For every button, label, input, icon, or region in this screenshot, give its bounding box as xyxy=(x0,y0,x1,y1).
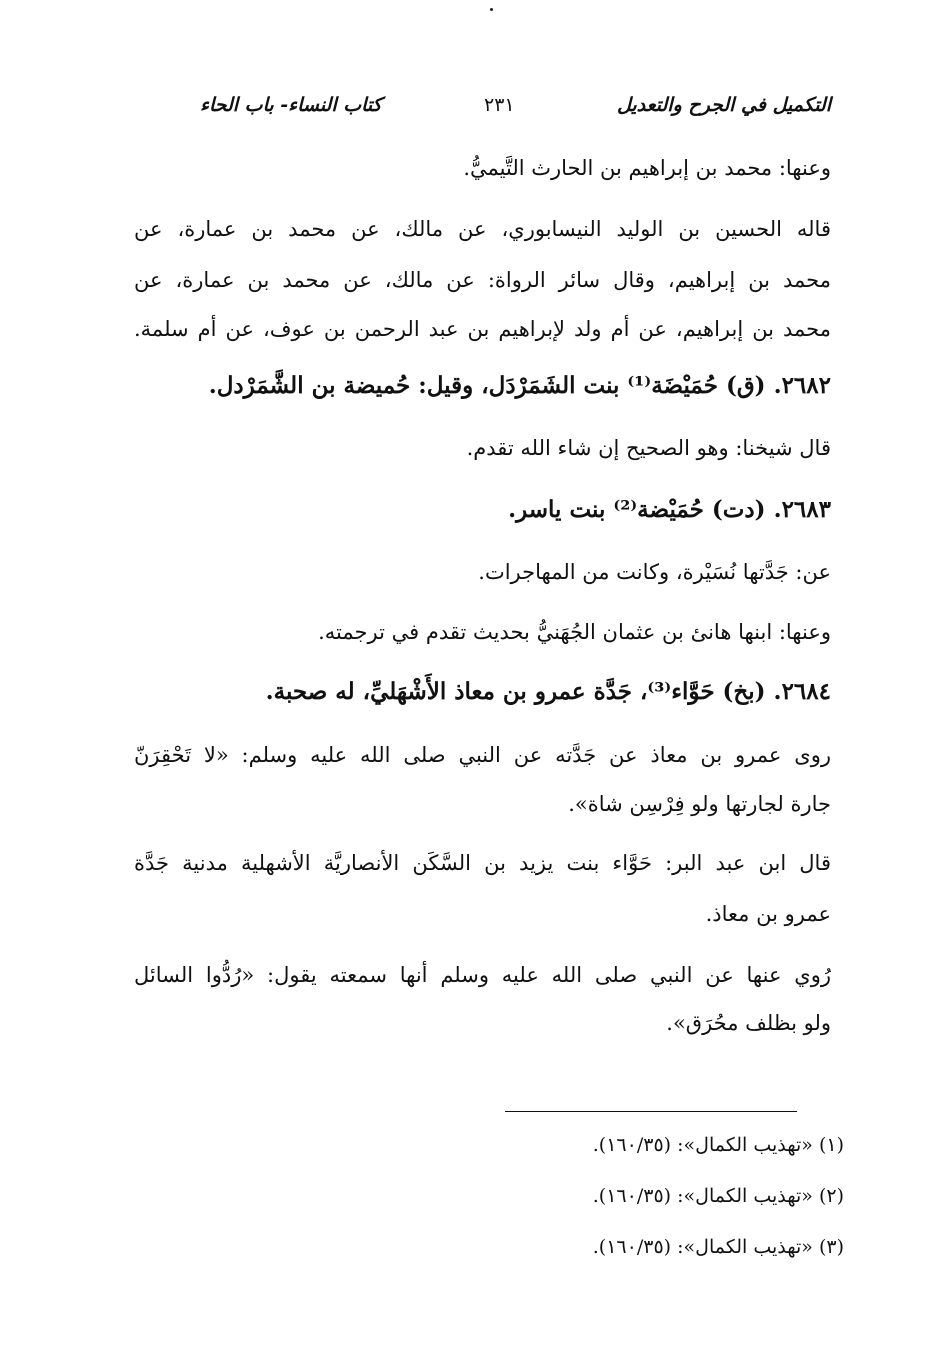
page-speck xyxy=(490,8,493,11)
text-line: عمرو بن معاذ. xyxy=(705,902,831,926)
entry-heading: ٢٦٨٤. (بخ) حَوَّاء⁽³⁾، جَدَّة عمرو بن معاذ الأَشْهَليِّ، له صحبة. xyxy=(265,678,831,705)
footnote: (١) «تهذيب الكمال»: (١٦٠/٣٥). xyxy=(592,1134,844,1156)
text-line: محمد بن إبراهيم، عن أم ولد لإبراهيم بن عبد الرحمن بن عوف، عن أم سلمة. xyxy=(134,317,831,341)
footnote-separator xyxy=(505,1111,797,1112)
text-line: وعنها: ابنها هانئ بن عثمان الجُهَنيُّ بحديث تقدم في ترجمته. xyxy=(318,620,831,644)
running-header xyxy=(200,90,831,120)
footnote: (٣) «تهذيب الكمال»: (١٦٠/٣٥). xyxy=(592,1236,844,1258)
text-line: قال شيخنا: وهو الصحيح إن شاء الله تقدم. xyxy=(466,436,831,460)
header-page-number: ٢٣١ xyxy=(484,94,515,116)
text-line: جارة لجارتها ولو فِرْسِن شاة». xyxy=(568,792,831,816)
entry-heading: ٢٦٨٢. (ق) حُمَيْضَة⁽¹⁾ بنت الشَمَرْدَل، وقيل: حُميضة بن الشَّمَرْدل. xyxy=(208,372,831,399)
text-line: عن: جَدَّتها نُسَيْرة، وكانت من المهاجرات. xyxy=(478,560,831,584)
header-section: كتاب النساء- باب الحاء xyxy=(200,94,382,116)
text-line: رُوي عنها عن النبي صلى الله عليه وسلم أنها سمعته يقول: «رُدُّوا السائل xyxy=(134,963,831,987)
entry-heading: ٢٦٨٣. (دت) حُمَيْضة⁽²⁾ بنت ياسر. xyxy=(508,496,831,523)
text-line: قاله الحسين بن الوليد النيسابوري، عن مالك، عن محمد بن عمارة، عن xyxy=(134,217,831,241)
footnote: (٢) «تهذيب الكمال»: (١٦٠/٣٥). xyxy=(592,1185,844,1207)
text-line: وعنها: محمد بن إبراهيم بن الحارث التَّيميُّ. xyxy=(463,156,831,180)
text-line: محمد بن إبراهيم، وقال سائر الرواة: عن مالك، عن محمد بن عمارة، عن xyxy=(134,268,831,292)
text-line: قال ابن عبد البر: حَوَّاء بنت يزيد بن السَّكَن الأنصاريَّة الأشهلية مدنية جَدَّة xyxy=(134,851,831,875)
header-title: التكميل في الجرح والتعديل xyxy=(616,94,831,116)
text-line: روى عمرو بن معاذ عن جَدَّته عن النبي صلى الله عليه وسلم: «لا تَحْقِرَنّ xyxy=(134,743,831,767)
text-line: ولو بظلف محُرَق». xyxy=(666,1011,831,1035)
